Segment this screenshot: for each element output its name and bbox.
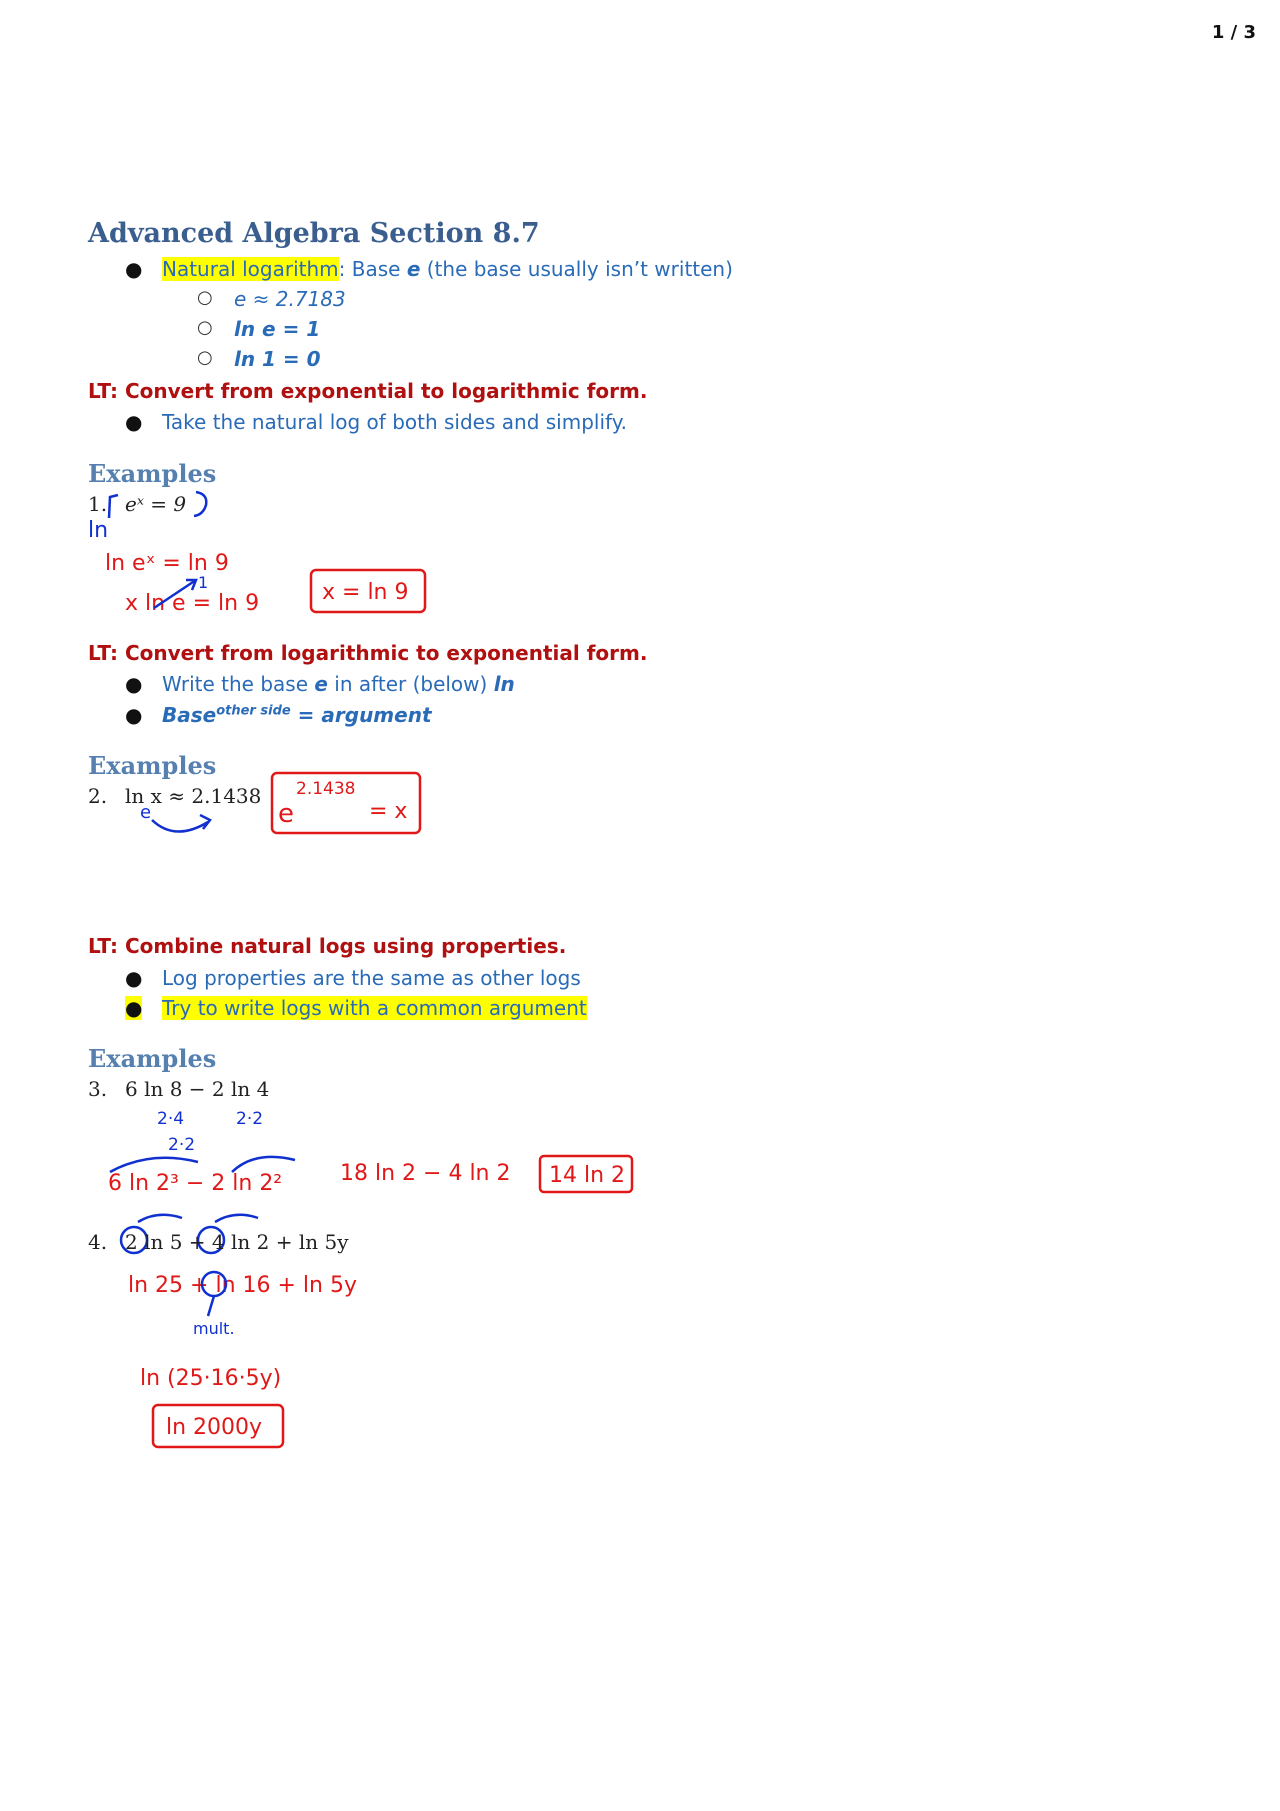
ex1-step1: ln eˣ = ln 9	[105, 551, 229, 576]
bullet-text-highlighted: Try to write logs with a common argument	[162, 996, 587, 1020]
lt2-bullet-1	[125, 672, 515, 696]
intro-text-suffix: (the base usually isn’t written)	[420, 257, 733, 281]
bullet-e: e	[314, 672, 328, 696]
example-number-3: 3.	[88, 1077, 108, 1101]
bullet-dot: ●	[125, 257, 143, 281]
page-title: Advanced Algebra Section 8.7	[88, 218, 540, 249]
example-2-equation: ln x ≈ 2.1438	[125, 784, 262, 808]
ex2-base: e	[278, 799, 294, 829]
lt-heading-3: LT: Combine natural logs using properties.	[88, 934, 567, 958]
subitem-text: e ≈ 2.7183	[234, 287, 346, 311]
page-indicator: 1 / 3	[1211, 22, 1256, 43]
bullet-ln: ln	[493, 672, 515, 696]
subitem-text: ln e = 1	[234, 317, 321, 341]
ex4-arrow-1	[138, 1215, 182, 1222]
natural-log-term: Natural logarithm	[162, 257, 339, 281]
bullet-dot: ●	[125, 703, 143, 727]
ex3-split-4b: 2·2	[168, 1135, 196, 1155]
ex4-arrow-2	[215, 1215, 258, 1222]
lt3-bullet-1	[125, 966, 581, 990]
ex3-step: 18 ln 2 − 4 ln 2	[340, 1161, 511, 1186]
bullet-dot: ●	[125, 672, 143, 696]
bullet-text: Log properties are the same as other logs	[162, 966, 581, 990]
ln-blue-label: ln	[88, 518, 109, 543]
ex4-note: mult.	[193, 1319, 235, 1338]
intro-base-letter: e	[406, 257, 421, 281]
examples-heading-3: Examples	[88, 1044, 217, 1073]
ex3-arrow-left	[110, 1158, 198, 1172]
ex4-note-arrow	[208, 1296, 214, 1316]
ex3-arrow-right	[232, 1157, 295, 1172]
ring-bullet: ○	[197, 347, 213, 368]
bullet-dot: ●	[125, 996, 143, 1020]
example-number-1: 1.	[88, 492, 108, 516]
ex1-step2: x ln e = ln 9	[125, 591, 260, 616]
lt3-bullet-2	[125, 996, 587, 1020]
blue-bracket-left	[109, 495, 118, 518]
example-number-2: 2.	[88, 784, 108, 808]
ex3-rewrite: 6 ln 2³ − 2 ln 2²	[108, 1171, 283, 1196]
other-side-sup: other side	[216, 703, 291, 719]
ex2-e-below: e	[140, 802, 152, 823]
bullet-text: Write the base	[162, 672, 315, 696]
subitem-text: ln 1 = 0	[234, 347, 321, 371]
intro-text-prefix: : Base	[338, 257, 407, 281]
ex4-step1: ln 25 + ln 16 + ln 5y	[128, 1273, 357, 1298]
one-label: 1	[198, 573, 209, 592]
ex1-answer: x = ln 9	[322, 580, 409, 605]
ex2-equals-x: = x	[369, 799, 408, 824]
ex2-swoop-arrow	[152, 820, 208, 832]
ex4-answer: ln 2000y	[166, 1415, 263, 1440]
lt-heading-2: LT: Convert from logarithmic to exponential form.	[88, 641, 648, 665]
base-word: Base	[162, 703, 217, 727]
examples-heading-1: Examples	[88, 459, 217, 488]
blue-bracket-right	[194, 492, 206, 516]
bullet-dot: ●	[125, 410, 143, 434]
ring-bullet: ○	[197, 287, 213, 308]
bullet-text: Take the natural log of both sides and simplify.	[162, 410, 628, 434]
bullet-dot: ●	[125, 966, 143, 990]
ex3-split-8: 2·4	[157, 1109, 185, 1129]
lt-heading-1: LT: Convert from exponential to logarithmic form.	[88, 379, 648, 403]
example-3-equation: 6 ln 8 − 2 ln 4	[125, 1077, 270, 1101]
example-4-equation: 2 ln 5 + 4 ln 2 + ln 5y	[125, 1230, 349, 1254]
ex2-exponent: 2.1438	[296, 779, 356, 799]
example-1-equation: eˣ = 9	[125, 492, 187, 516]
ex4-step2: ln (25·16·5y)	[140, 1366, 282, 1391]
examples-heading-2: Examples	[88, 751, 217, 780]
ring-bullet: ○	[197, 317, 213, 338]
ex3-split-4: 2·2	[236, 1109, 264, 1129]
argument-text: = argument	[290, 703, 432, 727]
lt2-bullet-2	[125, 703, 432, 727]
example-number-4: 4.	[88, 1230, 108, 1254]
bullet-text-mid: in after (below)	[327, 672, 494, 696]
ex3-answer: 14 ln 2	[549, 1163, 626, 1188]
